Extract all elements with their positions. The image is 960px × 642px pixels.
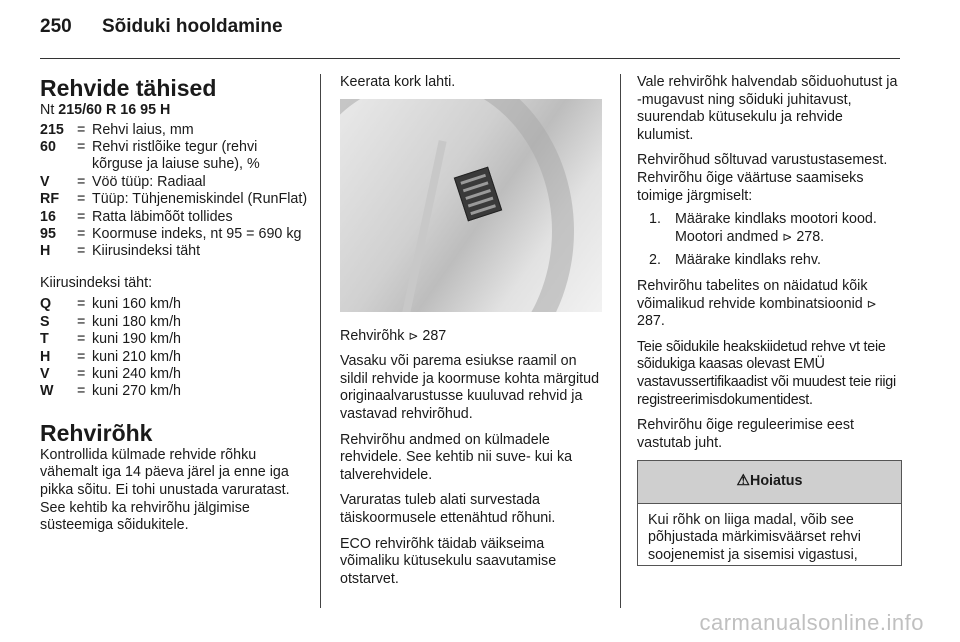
section-title: Sõiduki hooldamine [102,16,283,37]
code-equals: = [77,121,86,138]
column-divider-1 [320,74,321,608]
code-key: T [40,331,49,348]
code-equals: = [77,243,86,260]
code-description: kuni 270 km/h [92,383,182,400]
page-ref-arrow-icon: ⊳ [866,296,877,311]
table-row [40,174,312,191]
column-divider-2 [620,74,621,608]
list-item: 2. Määrake kindlaks rehv. [649,252,821,269]
code-key: H [40,243,51,260]
code-key: 95 [40,226,56,243]
code-description: Rehvi ristlõike tegur (rehvi kõrguse ja laiuse suhe), % [92,139,260,173]
pressure-paragraph: Kontrollida külmade rehvide rõhku vähemalt iga 14 päeva järel ja enne iga pikka sõitu. Ei tohi unustada varuratast. See kehtib ka rehvirõhu jälgimise süsteemiga sõidukitele. [40,446,290,534]
speed-index-intro: Kiirusindeksi täht: [40,274,153,291]
unscrew-cap-text: Keerata kork lahti. [340,74,456,90]
table-row [40,226,312,243]
table-row [40,349,181,366]
code-key: W [40,383,54,400]
page-ref-arrow-icon: ⊳ [408,328,419,343]
code-key: S [40,313,50,330]
tire-code-table [40,122,312,261]
code-equals: = [77,313,86,330]
code-key: RF [40,191,60,208]
watermark: carmanualsonline.info [699,610,924,635]
code-equals: = [77,173,86,190]
column-1 [40,74,312,543]
col3-paragraph-4: Teie sõidukile heakskiidetud rehve vt teie sõidukiga kaasas olevast EMÜ vastavussertifikaadist või muudest teie riigi registreerimisdokumentidest. [637,338,896,408]
code-key: H [40,348,51,365]
code-description: kuni 180 km/h [92,313,182,330]
speed-index-table [40,296,181,400]
warning-body: Kui rõhk on liiga madal, võib see põhjustada märkimisväärset rehvi soojenemist ja sisemisi vigastusi, [648,511,861,564]
warning-title: Hoiatus [750,473,803,490]
code-equals: = [77,296,86,313]
example-code: 215/60 R 16 95 H [58,102,171,118]
code-description: kuni 160 km/h [92,296,182,313]
photo-caption: Rehvirõhk ⊳ 287 [340,327,447,344]
table-row [40,383,181,400]
table-row [40,314,181,331]
code-equals: = [77,208,86,225]
page-header [40,16,283,38]
column-3 [637,74,902,566]
code-equals: = [77,383,86,400]
code-key: V [40,173,50,190]
col3-paragraph-1: Vale rehvirõhk halvendab sõiduohutust ja -mugavust ning sõiduki juhitavust, suurendab kütusekulu ja rehvide kulumist. [637,74,898,143]
code-description: Koormuse indeks, nt 95 = 690 kg [92,226,302,243]
col3-paragraph-5: Rehvirõhu õige reguleerimise eest vastutab juht. [637,417,854,451]
code-description: Ratta läbimõõt tollides [92,208,233,225]
table-row [40,139,312,174]
heading-tire-pressure: Rehvirõhk [40,419,153,446]
code-description: kuni 210 km/h [92,348,182,365]
list-item: 1. Määrake kindlaks mootori kood. Mootori andmed ⊳ 278. [649,211,877,245]
col3-paragraph-3: Rehvirõhu tabelites on näidatud kõik võimalikud rehvide kombinatsioonid ⊳ 287. [637,277,877,330]
code-description: Tüüp: Tühjenemiskindel (RunFlat) [92,191,308,208]
header-rule [40,58,900,59]
code-equals: = [77,331,86,348]
code-description: kuni 190 km/h [92,331,182,348]
warning-box [637,460,902,565]
code-key: 215 [40,121,64,138]
code-description: kuni 240 km/h [92,366,182,383]
col2-paragraph-3: Varuratas tuleb alati survestada täiskoormusele ettenähtud rõhuni. [340,492,556,526]
code-equals: = [77,366,86,383]
warning-header [638,461,901,504]
code-description: Vöö tüüp: Radiaal [92,173,206,190]
table-row [40,331,181,348]
code-key: 16 [40,208,56,225]
heading-tire-markings: Rehvide tähised [40,75,217,101]
table-row [40,122,312,139]
code-equals: = [77,348,86,365]
col2-paragraph-1: Vasaku või parema esiukse raamil on sildil rehvide ja koormuse kohta märgitud originaalvarustusse kuuluvad rehvid ja vastavad rehvirõhud. [340,353,600,422]
code-key: 60 [40,139,56,155]
table-row [40,243,312,260]
col2-paragraph-2: Rehvirõhu andmed on külmadele rehvidele. See kehtib nii suve- kui ka talverehvidele. [340,431,573,483]
code-key: Q [40,296,52,313]
warning-icon: ⚠ [736,472,750,490]
door-frame-label-photo [340,99,602,312]
col2-paragraph-4: ECO rehvirõhk täidab väikseima võimaliku kütusekulu saavutamise otstarvet. [340,535,557,587]
code-key: V [40,366,50,383]
code-equals: = [77,191,86,208]
code-equals: = [77,226,86,243]
table-row [40,191,312,208]
table-row [40,296,181,313]
table-row [40,366,181,383]
example-line: Nt 215/60 R 16 95 H [40,102,171,118]
code-description: Rehvi laius, mm [92,121,194,138]
steps-list [637,211,902,270]
column-2 [340,74,602,596]
page-ref-arrow-icon: ⊳ [782,229,793,244]
table-row [40,209,312,226]
col3-paragraph-2: Rehvirõhud sõltuvad varustustasemest. Rehvirõhu õige väärtuse saamiseks toimige järgmiselt: [637,152,888,204]
code-equals: = [77,139,86,155]
page-number: 250 [40,16,72,37]
code-description: Kiirusindeksi täht [92,243,201,260]
